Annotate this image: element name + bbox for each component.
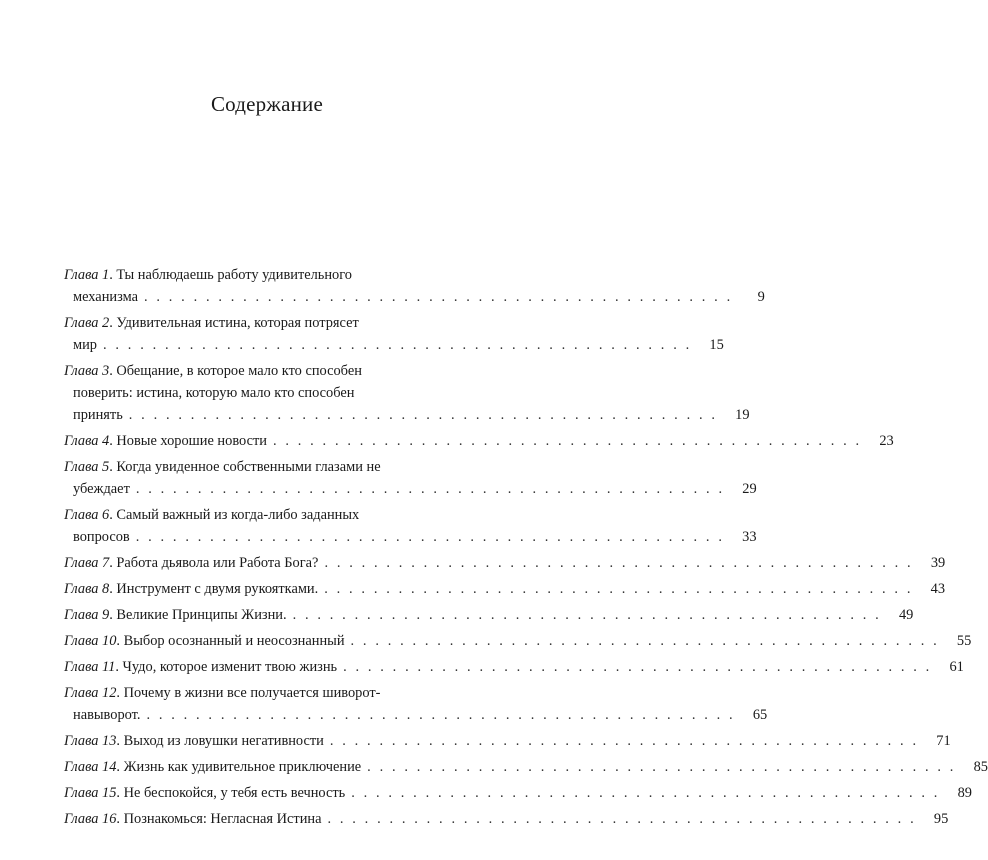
toc-entry-title-line [64, 456, 456, 478]
dot-leader: . . . . . . . . . . . . . . . . . . . . . . . . . . . . . . . . . . . . . . . . . . . . . . . . [367, 759, 956, 775]
toc-entry-title-line [64, 756, 361, 778]
chapter-label: Глава 16 [64, 811, 117, 827]
dot-leader: . . . . . . . . . . . . . . . . . . . . . . . . . . . . . . . . . . . . . . . . . . . . . . . . [343, 659, 932, 675]
page-number: 33 [742, 529, 757, 545]
toc-entry[interactable] [64, 656, 964, 678]
page-number: 29 [742, 481, 757, 497]
toc-entry[interactable] [64, 312, 724, 356]
chapter-title-text: . Великие Принципы Жизни. [109, 607, 287, 623]
toc-entry[interactable] [64, 782, 972, 804]
chapter-title-text: поверить: истина, которую мало кто способен [73, 385, 355, 401]
toc-entry-title-line [64, 312, 456, 334]
chapter-title-text: механизма [73, 289, 138, 305]
toc-entry-title-line [64, 264, 456, 286]
chapter-label: Глава 15 [64, 785, 117, 801]
toc-entry-title-line [64, 552, 318, 574]
dot-leader: . . . . . . . . . . . . . . . . . . . . . . . . . . . . . . . . . . . . . . . . . . . . . . . . [324, 581, 914, 597]
dot-leader: . . . . . . . . . . . . . . . . . . . . . . . . . . . . . . . . . . . . . . . . . . . . . . . . [143, 289, 733, 305]
chapter-title-text: . Новые хорошие новости [109, 433, 267, 449]
page-number: 65 [752, 707, 768, 723]
chapter-label: Глава 9 [64, 607, 110, 623]
chapter-title-text: . Работа дьявола или Работа Бога? [109, 555, 319, 571]
chapter-label: Глава 13 [64, 733, 117, 749]
chapter-label: Глава 4 [64, 433, 110, 449]
toc-entry-title-line [64, 286, 138, 308]
page-number: 95 [933, 811, 949, 827]
chapter-label: Глава 5 [64, 459, 110, 475]
dot-leader: . . . . . . . . . . . . . . . . . . . . . . . . . . . . . . . . . . . . . . . . . . . . . . . . [103, 337, 692, 353]
page-number: 61 [949, 659, 964, 675]
chapter-label: Глава 6 [64, 507, 110, 523]
page-number: 71 [936, 733, 951, 749]
toc-entry-title-line [64, 334, 97, 356]
chapter-title-text: . Обещание, в которое мало кто способен [109, 363, 362, 379]
toc-entry[interactable] [64, 730, 951, 752]
toc-entry-title-line [64, 578, 318, 600]
page-number: 49 [898, 607, 914, 623]
chapter-title-text: вопросов [73, 529, 130, 545]
toc-entry-title-line [64, 682, 456, 704]
dot-leader: . . . . . . . . . . . . . . . . . . . . . . . . . . . . . . . . . . . . . . . . . . . . . . . . [324, 555, 914, 571]
page-title: Содержание [210, 92, 324, 116]
toc-entry-title-line [64, 504, 456, 526]
dot-leader: . . . . . . . . . . . . . . . . . . . . . . . . . . . . . . . . . . . . . . . . . . . . . . . . [135, 481, 725, 497]
toc-entry-title-line [64, 782, 345, 804]
chapter-label: Глава 8 [64, 581, 110, 597]
dot-leader: . . . . . . . . . . . . . . . . . . . . . . . . . . . . . . . . . . . . . . . . . . . . . . . . [135, 529, 725, 545]
toc-entry[interactable] [64, 604, 914, 626]
page-number: 43 [930, 581, 946, 597]
chapter-title-text: . Познакомься: Негласная Истина [116, 811, 322, 827]
dot-leader: . . . . . . . . . . . . . . . . . . . . . . . . . . . . . . . . . . . . . . . . . . . . . . . . [327, 811, 917, 827]
toc-entry[interactable] [64, 552, 946, 574]
chapter-title-text: . Когда увиденное собственными глазами не [109, 459, 381, 475]
dot-leader: . . . . . . . . . . . . . . . . . . . . . . . . . . . . . . . . . . . . . . . . . . . . . . . . [292, 607, 882, 623]
toc-entry-title-line [64, 404, 123, 426]
page-number: 39 [930, 555, 946, 571]
toc-entry-title-line [64, 808, 322, 830]
toc-entry-title-line [64, 526, 130, 548]
chapter-label: Глава 1 [64, 267, 110, 283]
toc-entry[interactable] [64, 630, 972, 652]
dot-leader: . . . . . . . . . . . . . . . . . . . . . . . . . . . . . . . . . . . . . . . . . . . . . . . . [146, 707, 736, 723]
toc-entry[interactable] [64, 264, 765, 308]
page-number: 89 [957, 785, 972, 801]
toc-entry[interactable] [64, 360, 750, 426]
toc-entry-title-line [64, 704, 140, 726]
chapter-title-text: навыворот. [73, 707, 141, 723]
chapter-title-text: . Самый важный из когда-либо заданных [109, 507, 360, 523]
chapter-title-text: принять [73, 407, 123, 423]
chapter-label: Глава 12 [64, 685, 117, 701]
chapter-title-text: убеждает [73, 481, 130, 497]
toc-entry-title-line [64, 382, 456, 404]
chapter-title-text: мир [73, 337, 98, 353]
chapter-title-text: . Удивительная истина, которая потрясет [109, 315, 359, 331]
chapter-title-text: . Почему в жизни все получается шиворот- [116, 685, 381, 701]
chapter-label: Глава 7 [64, 555, 110, 571]
table-of-contents [64, 264, 988, 834]
chapter-title-text: . Выход из ловушки негативности [116, 733, 324, 749]
chapter-title-text: . Ты наблюдаешь работу удивительного [109, 267, 352, 283]
toc-entry[interactable] [64, 682, 768, 726]
page-number: 19 [735, 407, 750, 423]
dot-leader: . . . . . . . . . . . . . . . . . . . . . . . . . . . . . . . . . . . . . . . . . . . . . . . . [329, 733, 919, 749]
chapter-title-text: . Не беспокойся, у тебя есть вечность [116, 785, 346, 801]
toc-entry-title-line [64, 730, 324, 752]
page-number: 85 [973, 759, 988, 775]
dot-leader: . . . . . . . . . . . . . . . . . . . . . . . . . . . . . . . . . . . . . . . . . . . . . . . . [350, 633, 940, 649]
chapter-label: Глава 2 [64, 315, 110, 331]
chapter-label: Глава 10 [64, 633, 117, 649]
dot-leader: . . . . . . . . . . . . . . . . . . . . . . . . . . . . . . . . . . . . . . . . . . . . . . . . [351, 785, 940, 801]
toc-entry[interactable] [64, 808, 949, 830]
page-number: 9 [757, 289, 765, 305]
page-number: 23 [879, 433, 894, 449]
toc-entry[interactable] [64, 504, 757, 548]
toc-entry[interactable] [64, 756, 988, 778]
chapter-label: Глава 11 [64, 659, 116, 675]
chapter-label: Глава 14 [64, 759, 117, 775]
dot-leader: . . . . . . . . . . . . . . . . . . . . . . . . . . . . . . . . . . . . . . . . . . . . . . . . [128, 407, 718, 423]
page-number: 55 [956, 633, 972, 649]
chapter-title-text: . Жизнь как удивительное приключение [116, 759, 362, 775]
toc-entry-title-line [64, 360, 456, 382]
dot-leader: . . . . . . . . . . . . . . . . . . . . . . . . . . . . . . . . . . . . . . . . . . . . . . . . [272, 433, 862, 449]
toc-entry-title-line [64, 604, 287, 626]
toc-entry-title-line [64, 630, 345, 652]
chapter-title-text: . Чудо, которое изменит твою жизнь [115, 659, 338, 675]
chapter-label: Глава 3 [64, 363, 110, 379]
toc-entry[interactable] [64, 430, 894, 452]
chapter-title-text: . Инструмент с двумя рукоятками. [109, 581, 319, 597]
toc-entry-title-line [64, 430, 267, 452]
chapter-title-text: . Выбор осознанный и неосознанный [116, 633, 345, 649]
toc-entry-title-line [64, 656, 337, 678]
toc-entry-title-line [64, 478, 130, 500]
toc-entry[interactable] [64, 456, 757, 500]
page-number: 15 [709, 337, 724, 353]
toc-entry[interactable] [64, 578, 946, 600]
